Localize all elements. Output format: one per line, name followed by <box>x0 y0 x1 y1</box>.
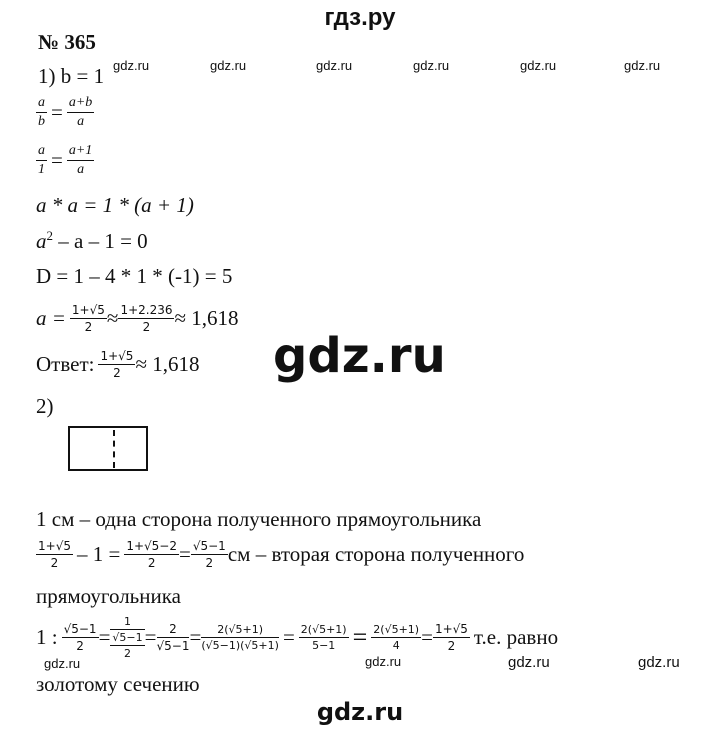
watermark: gdz.ru <box>413 58 450 73</box>
answer-line: Ответ: $\frac{1+√5}{2}$ ≈ 1,618 <box>36 349 200 380</box>
watermark: gdz.ru <box>508 654 550 671</box>
equation-line-4: $a^2 - a - 1 = 0$ <box>36 228 148 253</box>
equation-line-3: a * a = 1 * (a + 1) <box>36 193 194 217</box>
part2-line-5: золотому сечению <box>36 672 200 696</box>
site-title: гдз.ру <box>324 4 396 31</box>
dashed-divider <box>113 430 115 468</box>
watermark: gdz.ru <box>365 654 402 669</box>
part1-label: 1) b = 1 <box>38 64 105 88</box>
watermark: gdz.ru <box>113 58 150 73</box>
watermark: gdz.ru <box>210 58 247 73</box>
root-line: a = $\frac{1+√5}{2}$ ≈ $\frac{1+2.236}{2}$ ≈ 1,618 <box>36 303 239 334</box>
part2-line-2: $\frac{1+√5}{2}$ – 1 = $\frac{1+√5-2}{2}$ = $\frac{√5-1}{2}$ см – вторая сторона полученного <box>38 539 525 570</box>
formula-ratio-2: $\frac{a}{1}$ = $\frac{a+1}{a}$ <box>38 143 93 177</box>
watermark: gdz.ru <box>638 654 680 671</box>
watermark: gdz.ru <box>520 58 557 73</box>
part2-label: 2) <box>36 394 54 418</box>
watermark: gdz.ru <box>624 58 661 73</box>
part2-line-1: 1 см – одна сторона полученного прямоугольника <box>36 507 482 531</box>
watermark: gdz.ru <box>44 656 81 671</box>
watermark-bottom: gdz.ru <box>316 698 404 726</box>
rectangle-figure <box>68 426 148 471</box>
watermark: gdz.ru <box>316 58 353 73</box>
discriminant-line: D = 1 – 4 * 1 * (-1) = 5 <box>36 264 233 288</box>
part2-line-3: прямоугольника <box>36 584 181 608</box>
problem-number: № 365 <box>38 30 96 54</box>
formula-ratio-1: $\frac{a}{b}$ = $\frac{a+b}{a}$ <box>38 95 93 129</box>
watermark-large: gdz.ru <box>273 328 446 384</box>
part2-line-4: 1 : $\frac{√5-1}{2}$ = $\frac{1}{\frac{√5-1}{2}}$ = $\frac{2}{√5-1}$ = $\frac{2(√5+1)}{(√5-1)(√5+1)}$ = $\frac{2(√5+1)}{5-1}$ = $\frac{2(√5+1)}{4}$ = $\frac{1+√5}{2}$ т.е. равно <box>36 615 559 660</box>
